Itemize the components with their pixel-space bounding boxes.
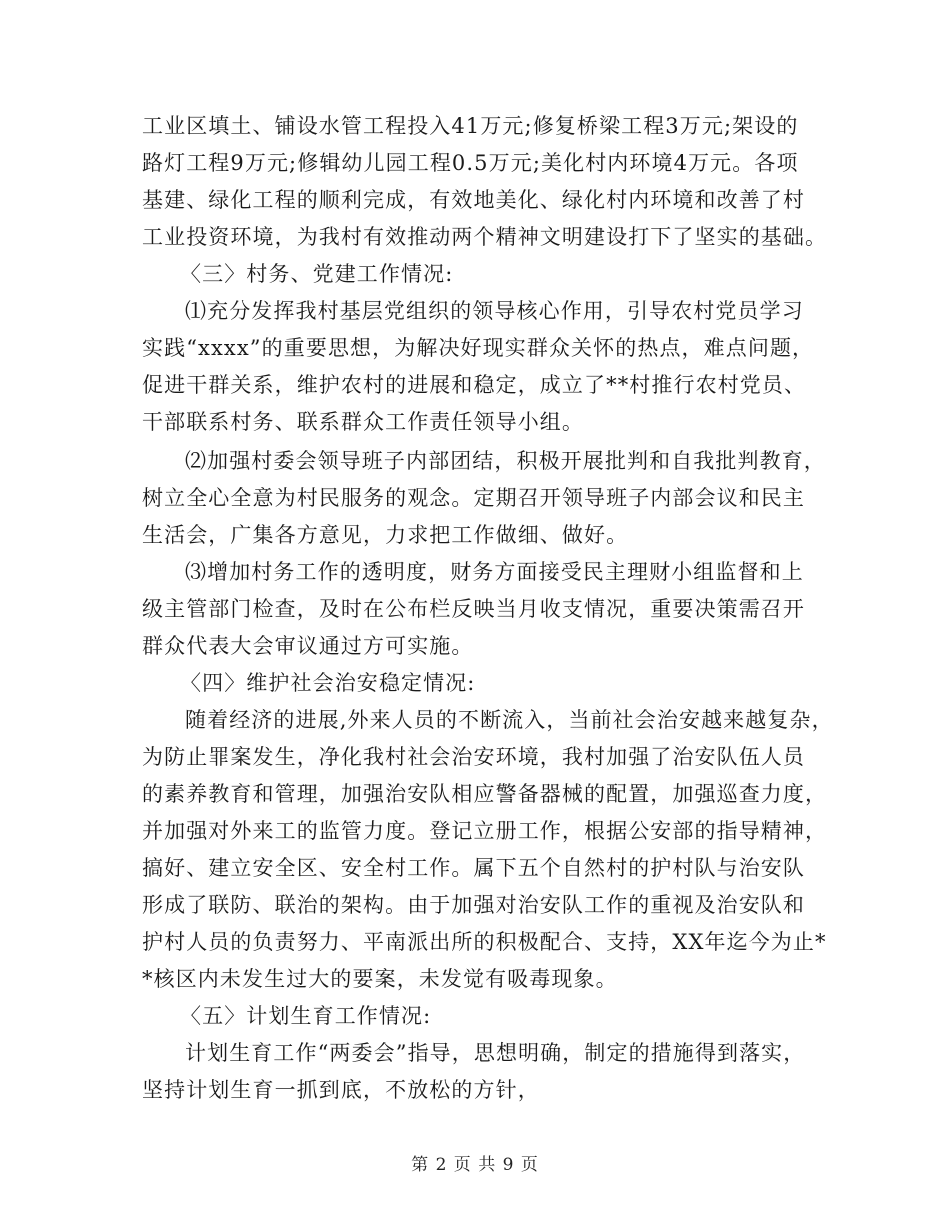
body-text-line: 实践“xxxx”的重要思想，为解决好现实群众关怀的热点，难点问题，: [142, 336, 815, 360]
body-text-line: 并加强对外来工的监管力度。登记立册工作，根据公安部的指导精神，: [142, 819, 828, 843]
body-text-line: 为防止罪案发生，净化我村社会治安环境，我村加强了治安队伍人员: [142, 745, 805, 769]
body-text-line: ⑵加强村委会领导班子内部团结，积极开展批判和自我批判教育，: [185, 449, 826, 473]
body-text-line: 级主管部门检查，及时在公布栏反映当月收支情况，重要决策需召开: [142, 597, 805, 621]
section-heading: 〈四〉维护社会治安稳定情况:: [180, 671, 476, 695]
body-text-line: 促进干群关系，维护农村的进展和稳定，成立了**村推行农村党员、: [142, 373, 807, 397]
body-text-line: 的素养教育和管理，加强治安队相应警备器械的配置，加强巡查力度，: [142, 782, 828, 806]
section-heading: 〈三〉村务、党建工作情况:: [180, 262, 454, 286]
body-text-line: 形成了联防、联治的架构。由于加强对治安队工作的重视及治安队和: [142, 893, 805, 917]
body-text-line: 生活会，广集各方意见，力求把工作做细、做好。: [142, 523, 629, 547]
body-text-line: 计划生育工作“两委会”指导，思想明确，制定的措施得到落实，: [185, 1041, 806, 1065]
body-text-line: 群众代表大会审议通过方可实施。: [142, 634, 474, 658]
body-text-line: 路灯工程9万元;修辑幼儿园工程0.5万元;美化村内环境4万元。各项: [142, 151, 799, 175]
section-heading: 〈五〉计划生育工作情况:: [180, 1004, 432, 1028]
body-text-line: 坚持计划生育一抓到底，不放松的方针，: [142, 1078, 540, 1102]
body-text-line: 护村人员的负责努力、平南派出所的积极配合、支持，XX年迄今为止*: [142, 930, 827, 954]
body-text-line: 基建、绿化工程的顺利完成，有效地美化、绿化村内环境和改善了村: [142, 188, 805, 212]
body-text-line: 随着经济的进展,外来人员的不断流入，当前社会治安越来越复杂，: [185, 708, 834, 732]
body-text-line: ⑴充分发挥我村基层党组织的领导核心作用，引导农村党员学习: [185, 299, 804, 323]
page-number-footer: 第 2 页 共 9 页: [411, 1155, 539, 1175]
body-text-line: 工业投资环境，为我村有效推动两个精神文明建设打下了坚实的基础。: [142, 225, 828, 249]
body-text-line: 干部联系村务、联系群众工作责任领导小组。: [142, 410, 584, 434]
body-text-line: 树立全心全意为村民服务的观念。定期召开领导班子内部会议和民主: [142, 486, 805, 510]
body-text-line: *核区内未发生过大的要案，未发觉有吸毒现象。: [142, 967, 618, 991]
body-text-line: 搞好、建立安全区、安全村工作。属下五个自然村的护村队与治安队: [142, 856, 805, 880]
body-text-line: ⑶增加村务工作的透明度，财务方面接受民主理财小组监督和上: [185, 560, 804, 584]
body-text-line: 工业区填土、铺设水管工程投入41万元;修复桥梁工程3万元;架设的: [142, 114, 799, 138]
